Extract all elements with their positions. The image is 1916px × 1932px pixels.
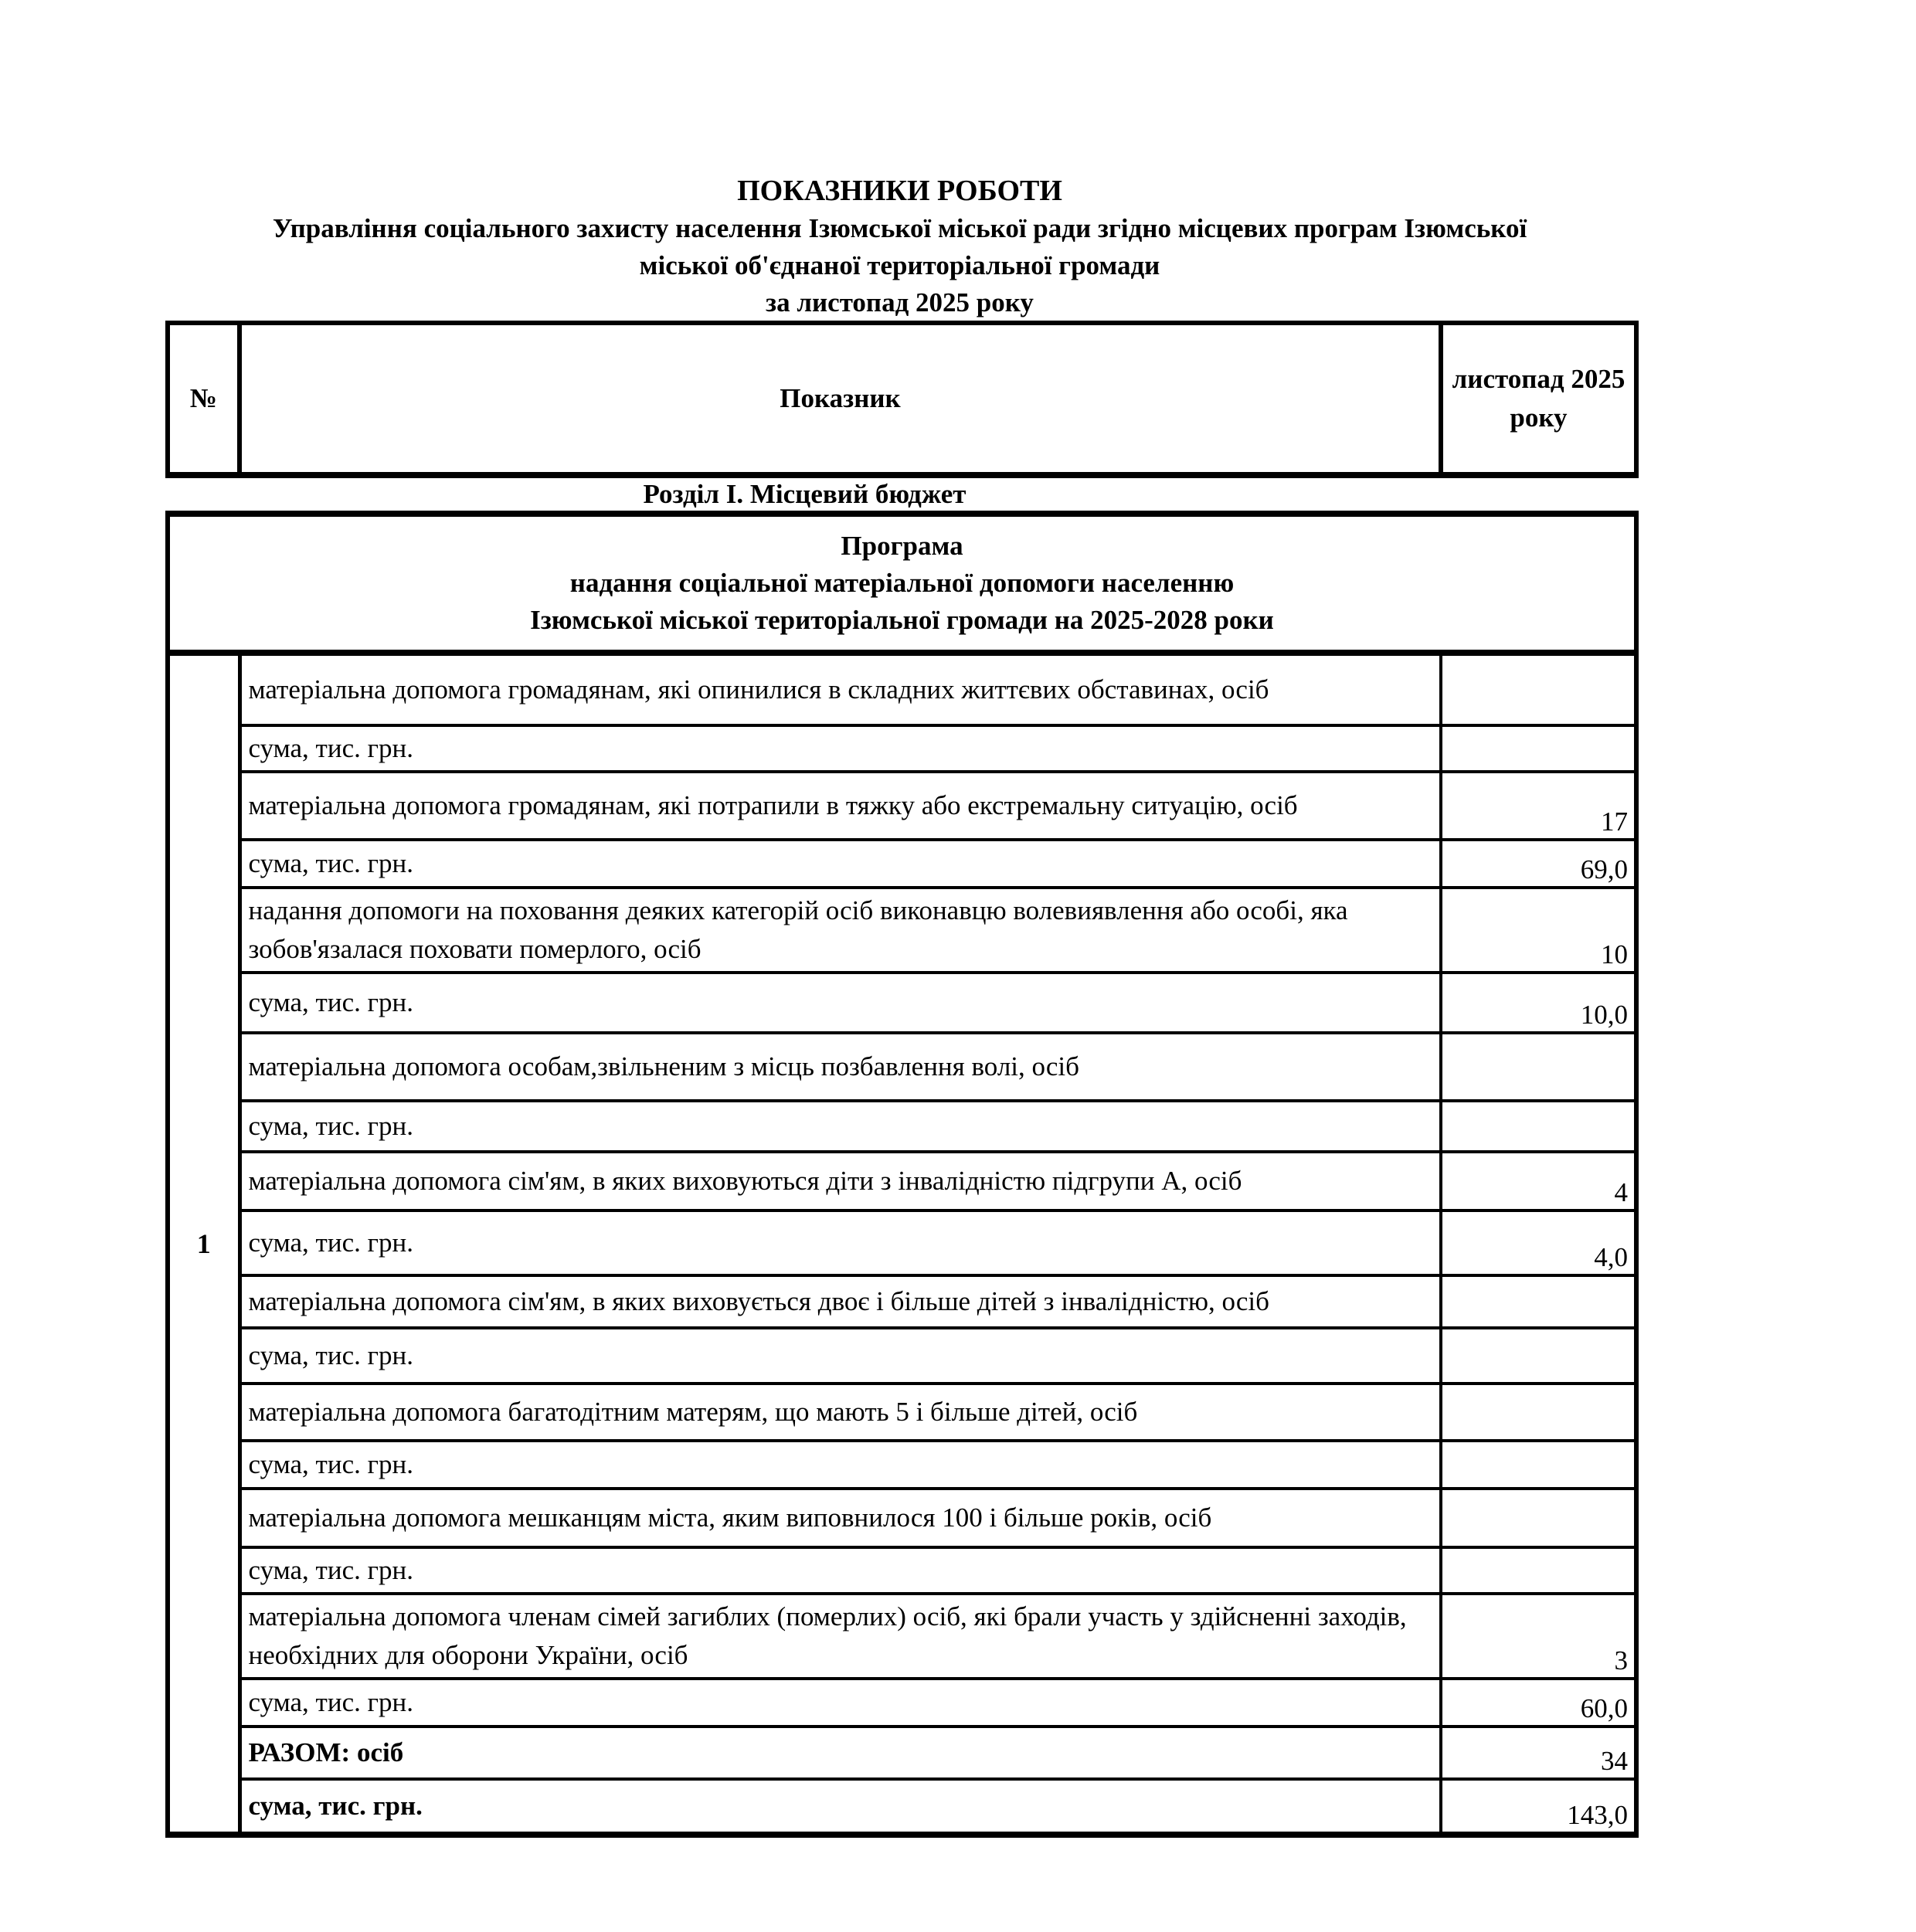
table-row [168, 1489, 1636, 1547]
value-cell [1441, 1547, 1636, 1594]
section-title: Розділ I. Місцевий бюджет [168, 475, 1636, 514]
program-row [168, 514, 1636, 653]
table-row [168, 1594, 1636, 1679]
indicator-cell: сума, тис. грн. [240, 725, 1441, 772]
indicator-cell: сума, тис. грн. [240, 1210, 1441, 1275]
value-cell [1441, 653, 1636, 725]
value-cell [1441, 1384, 1636, 1441]
indicator-cell: сума, тис. грн. [240, 973, 1441, 1033]
value-cell: 60,0 [1441, 1679, 1636, 1727]
title-block [165, 171, 1634, 321]
value-cell [1441, 1441, 1636, 1489]
indicator-cell: сума, тис. грн. [240, 1679, 1441, 1727]
value-cell: 10 [1441, 888, 1636, 973]
table-row [168, 725, 1636, 772]
table-row [168, 1275, 1636, 1328]
table-row [168, 772, 1636, 840]
value-cell [1441, 1328, 1636, 1384]
row-group-number: 1 [168, 653, 240, 1835]
value-cell [1441, 1033, 1636, 1101]
table-row [168, 1547, 1636, 1594]
table-row [168, 973, 1636, 1033]
table-row [168, 1210, 1636, 1275]
table-row [168, 1101, 1636, 1152]
indicator-cell: сума, тис. грн. [240, 1547, 1441, 1594]
value-cell: 4 [1441, 1152, 1636, 1210]
value-cell: 3 [1441, 1594, 1636, 1679]
indicator-cell-total-persons: РАЗОМ: осіб [240, 1727, 1441, 1779]
table-row [168, 653, 1636, 725]
indicator-cell: сума, тис. грн. [240, 1328, 1441, 1384]
table-row [168, 840, 1636, 888]
section-row [168, 475, 1636, 514]
indicator-cell: сума, тис. грн. [240, 840, 1441, 888]
page-title: ПОКАЗНИКИ РОБОТИ [737, 175, 1062, 207]
value-cell: 69,0 [1441, 840, 1636, 888]
table-row [168, 1033, 1636, 1101]
program-title-line-3: Ізюмської міської територіальної громади на 2025-2028 роки [530, 605, 1274, 635]
table-row [168, 1328, 1636, 1384]
value-cell [1441, 1101, 1636, 1152]
indicator-cell: сума, тис. грн. [240, 1441, 1441, 1489]
program-title-line-2: надання соціальної матеріальної допомоги населенню [569, 568, 1235, 598]
table-row [168, 1441, 1636, 1489]
program-title [168, 514, 1636, 653]
table-header-row [168, 323, 1636, 475]
indicator-cell: матеріальна допомога сім'ям, в яких виховується двоє і більше дітей з інвалідністю, осіб [240, 1275, 1441, 1328]
indicator-cell: матеріальна допомога членам сімей загиблих (померлих) осіб, які брали участь у здійсненні заходів, необхідних для оборони України, осіб [240, 1594, 1441, 1679]
value-cell: 10,0 [1441, 973, 1636, 1033]
value-cell: 143,0 [1441, 1779, 1636, 1835]
table-row [168, 1384, 1636, 1441]
table-row [168, 1152, 1636, 1210]
indicator-cell: матеріальна допомога громадянам, які опинилися в складних життєвих обставинах, осіб [240, 653, 1441, 725]
indicator-cell: матеріальна допомога громадянам, які потрапили в тяжку або екстремальну ситуацію, осіб [240, 772, 1441, 840]
indicators-table [165, 321, 1639, 1838]
value-cell: 34 [1441, 1727, 1636, 1779]
value-cell [1441, 1489, 1636, 1547]
period-line: за листопад 2025 року [766, 287, 1034, 317]
column-header-num: № [168, 323, 240, 475]
indicator-cell: матеріальна допомога особам,звільненим з місць позбавлення волі, осіб [240, 1033, 1441, 1101]
table-row [168, 1727, 1636, 1779]
indicator-cell-total-sum: сума, тис. грн. [240, 1779, 1441, 1835]
value-cell [1441, 725, 1636, 772]
indicator-cell: матеріальна допомога багатодітним матерям, що мають 5 і більше дітей, осіб [240, 1384, 1441, 1441]
program-title-line-1: Програма [841, 531, 963, 561]
indicator-cell: сума, тис. грн. [240, 1101, 1441, 1152]
table-row [168, 1779, 1636, 1835]
indicator-cell: надання допомоги на поховання деяких категорій осіб виконавцю волевиявлення або особі, яка зобов'язалася поховати померлого, осіб [240, 888, 1441, 973]
column-header-indicator: Показник [240, 323, 1441, 475]
value-cell: 17 [1441, 772, 1636, 840]
subtitle-line-1: Управління соціального захисту населення Ізюмської міської ради згідно місцевих програм Ізюмської [272, 213, 1527, 243]
table-row [168, 888, 1636, 973]
table-row [168, 1679, 1636, 1727]
column-header-value: листопад 2025 року [1441, 323, 1636, 475]
value-cell: 4,0 [1441, 1210, 1636, 1275]
indicator-cell: матеріальна допомога мешканцям міста, яким виповнилося 100 і більше років, осіб [240, 1489, 1441, 1547]
indicator-cell: матеріальна допомога сім'ям, в яких виховуються діти з інвалідністю підгрупи А, осіб [240, 1152, 1441, 1210]
value-cell [1441, 1275, 1636, 1328]
subtitle-line-2: міської об'єднаної територіальної громади [639, 250, 1160, 280]
